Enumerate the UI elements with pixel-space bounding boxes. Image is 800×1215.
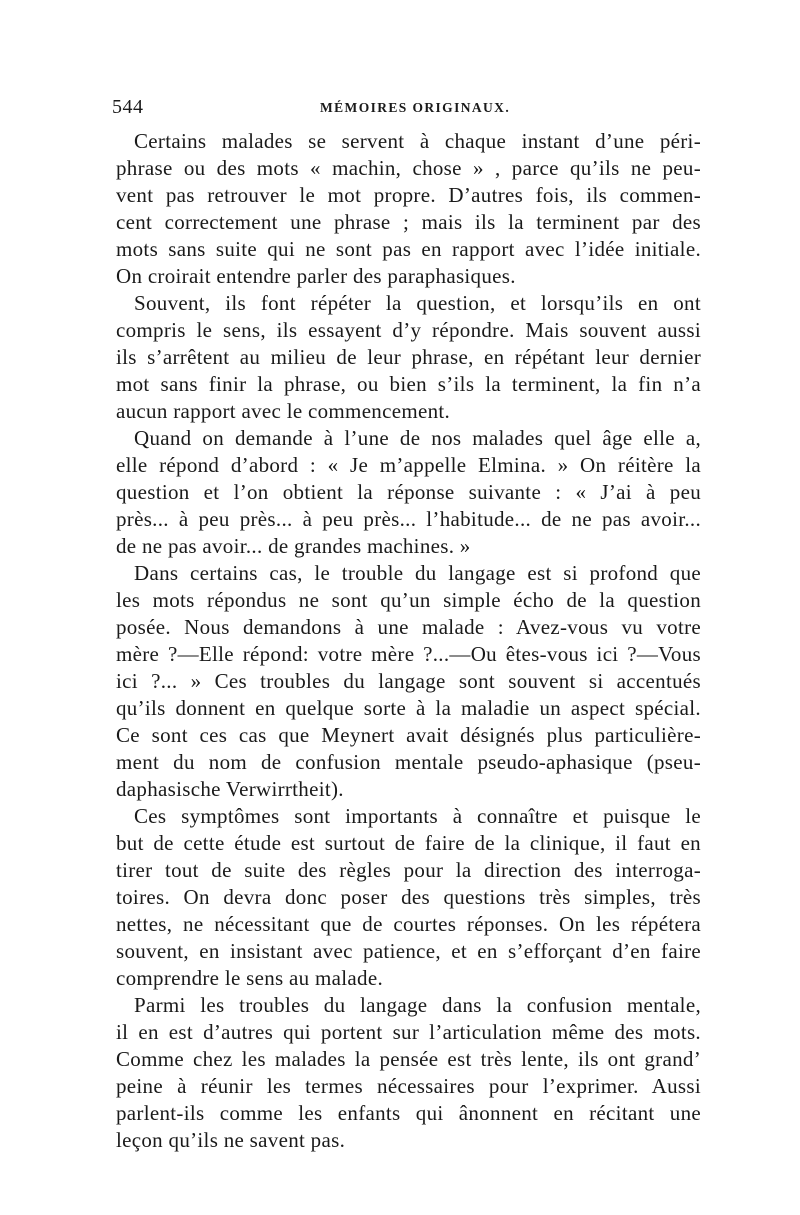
text-line: posée. Nous demandons à une malade : Avez-vous vu votre: [116, 615, 701, 639]
text-line: mère ?—Elle répond: votre mère ?...—Ou êtes-vous ici ?—Vous: [116, 642, 701, 666]
text-line: cent correctement une phrase ; mais ils la terminent par des: [116, 210, 701, 234]
paragraph: [116, 425, 701, 560]
text-line: comprendre le sens au malade.: [116, 966, 384, 990]
text-line: but de cette étude est surtout de faire de la clinique, il faut en: [116, 831, 701, 855]
text-line: leçon qu’ils ne savent pas.: [116, 1128, 346, 1152]
paragraph: [116, 560, 701, 803]
text-line: nettes, ne nécessitant que de courtes réponses. On les répétera: [116, 912, 701, 936]
text-line: mots sans suite qui ne sont pas en rapport avec l’idée initiale.: [116, 237, 701, 261]
text-line: Parmi les troubles du langage dans la confusion mentale,: [134, 993, 701, 1017]
text-line: Ce sont ces cas que Meynert avait désignés plus particulière-: [116, 723, 701, 747]
text-line: On croirait entendre parler des paraphasiques.: [116, 264, 516, 288]
text-line: il en est d’autres qui portent sur l’articulation même des mots.: [116, 1020, 701, 1044]
text-line: Dans certains cas, le trouble du langage est si profond que: [134, 561, 701, 585]
text-line: aucun rapport avec le commencement.: [116, 399, 451, 423]
text-line: compris le sens, ils essayent d’y répondre. Mais souvent aussi: [116, 318, 701, 342]
text-line: ils s’arrêtent au milieu de leur phrase, en répétant leur dernier: [116, 345, 701, 369]
text-line: Certains malades se servent à chaque instant d’une péri-: [134, 129, 701, 153]
text-line: Comme chez les malades la pensée est très lente, ils ont grand’: [116, 1047, 701, 1071]
text-line: toires. On devra donc poser des questions très simples, très: [116, 885, 701, 909]
text-line: souvent, en insistant avec patience, et en s’efforçant d’en faire: [116, 939, 701, 963]
text-line: phrase ou des mots « machin, chose » , parce qu’ils ne peu-: [116, 156, 701, 180]
text-line: daphasische Verwirrtheit).: [116, 777, 344, 801]
paragraph: [116, 128, 701, 290]
text-line: mot sans finir la phrase, ou bien s’ils la terminent, la fin n’a: [116, 372, 701, 396]
paragraph: [116, 290, 701, 425]
text-line: ici ?... » Ces troubles du langage sont souvent si accentués: [116, 669, 701, 693]
text-line: peine à réunir les termes nécessaires pour l’exprimer. Aussi: [116, 1074, 701, 1098]
text-line: Souvent, ils font répéter la question, et lorsqu’ils en ont: [134, 291, 701, 315]
text-line: près... à peu près... à peu près... l’habitude... de ne pas avoir...: [116, 507, 701, 531]
text-line: ment du nom de confusion mentale pseudo-aphasique (pseu-: [116, 750, 701, 774]
text-line: Quand on demande à l’une de nos malades quel âge elle a,: [134, 426, 701, 450]
text-line: les mots répondus ne sont qu’un simple écho de la question: [116, 588, 701, 612]
paragraph: [116, 803, 701, 992]
text-line: elle répond d’abord : « Je m’appelle Elmina. » On réitère la: [116, 453, 701, 477]
running-title: MÉMOIRES ORIGINAUX.: [320, 100, 511, 115]
text-line: parlent-ils comme les enfants qui ânonnent en récitant une: [116, 1101, 701, 1125]
text-line: de ne pas avoir... de grandes machines. »: [116, 534, 471, 558]
body-text: [116, 128, 701, 1154]
text-line: Ces symptômes sont importants à connaître et puisque le: [134, 804, 701, 828]
running-head: [112, 96, 700, 124]
page-number: 544: [112, 96, 144, 118]
text-line: vent pas retrouver le mot propre. D’autres fois, ils commen-: [116, 183, 701, 207]
text-line: question et l’on obtient la réponse suivante : « J’ai à peu: [116, 480, 701, 504]
text-line: qu’ils donnent en quelque sorte à la maladie un aspect spécial.: [116, 696, 701, 720]
paragraph: [116, 992, 701, 1154]
text-line: tirer tout de suite des règles pour la direction des interroga-: [116, 858, 701, 882]
